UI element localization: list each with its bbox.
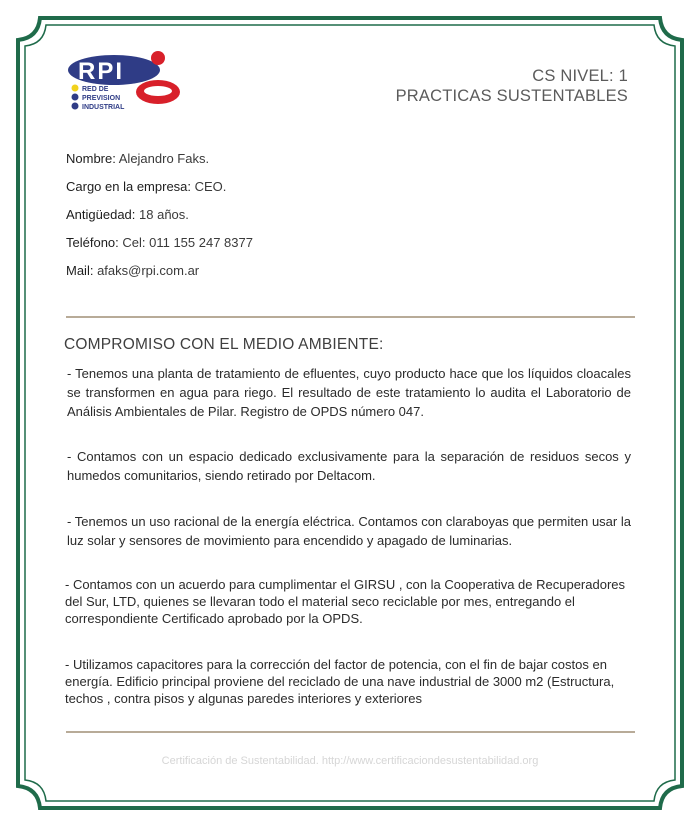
contact-value: afaks@rpi.com.ar: [93, 263, 200, 278]
section-title: COMPROMISO CON EL MEDIO AMBIENTE:: [64, 336, 384, 353]
certification-title: [396, 66, 628, 106]
svg-text:PREVISION: PREVISION: [82, 95, 121, 102]
contact-label: Mail:: [66, 263, 94, 278]
section-divider-top: [66, 316, 635, 318]
contact-label: Nombre:: [66, 151, 116, 166]
commitment-paragraph: - Utilizamos capacitores para la corrección del factor de potencia, con el fin de bajar costos en energía. Edificio principal proviene del reciclado de una nave industrial de 3000 m2 (Estructura, techos , contra pisos y algunas paredes interiores y exteriores: [65, 657, 615, 706]
commitment-paragraph: - Contamos con un acuerdo para cumplimentar el GIRSU , con la Cooperativa de Recuperadores del Sur, LTD, quienes se llevaran todo el material seco reciclable por mes, entregando el correspondiente Certificado aprobado por la OPDS.: [65, 577, 626, 626]
contact-label: Antigüedad:: [66, 207, 136, 222]
contact-seniority: [66, 206, 253, 234]
cert-category: PRACTICAS SUSTENTABLES: [395, 87, 628, 105]
contact-email: [66, 262, 253, 290]
section-divider-bottom: [66, 731, 635, 733]
contact-position: [66, 178, 253, 206]
commitment-paragraph: - Tenemos un uso racional de la energía eléctrica. Contamos con claraboyas que permiten usar la luz solar y sensores de movimiento para encendido y apagado de luminarias.: [67, 514, 631, 548]
contact-value: CEO.: [191, 179, 227, 194]
contact-name: [66, 150, 253, 178]
contact-value: 18 años.: [135, 207, 189, 222]
company-logo: [66, 50, 184, 116]
contact-label: Teléfono:: [66, 235, 119, 250]
contact-phone: [66, 234, 253, 262]
svg-text:RPI: RPI: [78, 58, 125, 85]
commitment-paragraph: - Tenemos una planta de tratamiento de efluentes, cuyo producto hace que los líquidos cloacales se transformen en agua para riego. El resultado de este tratamiento lo audita el Laboratorio de Análisis Ambientales de Pilar. Registro de OPDS número 047.: [67, 366, 631, 419]
footer-text: Certificación de Sustentabilidad. http://www.certificaciondesustentabilidad.org: [161, 755, 539, 767]
contact-info: [66, 150, 253, 290]
svg-text:RED DE: RED DE: [82, 86, 109, 93]
cert-level: CS NIVEL: 1: [532, 67, 628, 85]
contact-value: Cel: 011 155 247 8377: [118, 235, 253, 250]
contact-label: Cargo en la empresa:: [66, 179, 192, 194]
contact-value: Alejandro Faks.: [115, 151, 210, 166]
commitment-paragraph: - Contamos con un espacio dedicado exclusivamente para la separación de residuos secos y humedos comunitarios, siendo retirado por Deltacom.: [67, 449, 631, 483]
svg-text:INDUSTRIAL: INDUSTRIAL: [82, 104, 125, 111]
